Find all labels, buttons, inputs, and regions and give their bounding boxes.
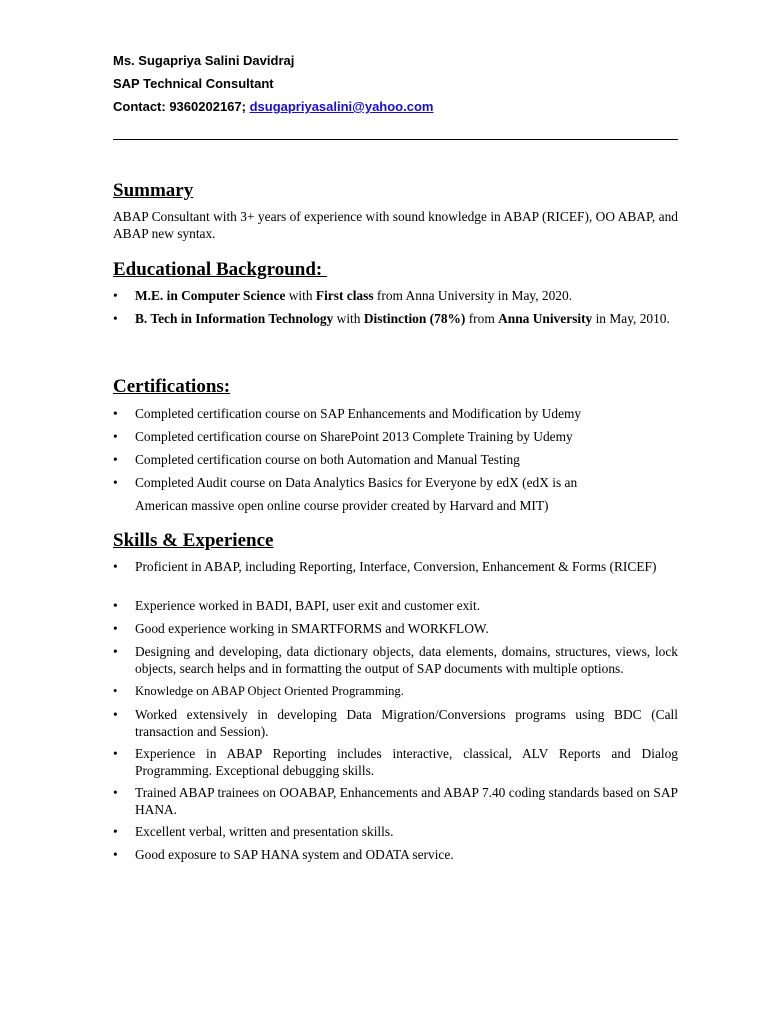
education-item-text: M.E. in Computer Science with First class from Anna University in May, 2020. bbox=[135, 288, 573, 303]
education-item-text: B. Tech in Information Technology with Distinction (78%) from Anna University in May, 2010. bbox=[135, 311, 670, 326]
header-divider bbox=[113, 139, 678, 140]
skill-item-text: Experience worked in BADI, BAPI, user exit and customer exit. bbox=[135, 598, 481, 613]
bullet: • bbox=[113, 311, 118, 326]
bullet: • bbox=[113, 452, 118, 467]
job-title: SAP Technical Consultant bbox=[113, 76, 274, 91]
education-heading: Educational Background: bbox=[113, 259, 327, 280]
candidate-name: Ms. Sugapriya Salini Davidraj bbox=[113, 53, 295, 68]
bullet: • bbox=[113, 288, 118, 303]
certifications-heading: Certifications: bbox=[113, 376, 231, 397]
skill-item-text: Good experience working in SMARTFORMS and WORKFLOW. bbox=[135, 621, 489, 636]
certification-item-text: Completed Audit course on Data Analytics Basics for Everyone by edX (edX is an bbox=[135, 475, 578, 490]
skill-item-text: Good exposure to SAP HANA system and ODATA service. bbox=[135, 847, 454, 862]
bullet: • bbox=[113, 475, 118, 490]
email-link[interactable]: dsugapriyasalini@yahoo.com bbox=[249, 99, 434, 114]
skill-item-text: Designing and developing, data dictionary objects, data elements, domains, structures, views, lock objects, search helps and in formatting the output of SAP documents with multiple options. bbox=[135, 644, 678, 676]
skill-item-text: Worked extensively in developing Data Migration/Conversions programs using BDC (Call transaction and Session). bbox=[135, 707, 678, 739]
bullet: • bbox=[113, 684, 118, 698]
contact-line bbox=[113, 99, 433, 115]
skill-item-text: Proficient in ABAP, including Reporting, Interface, Conversion, Enhancement & Forms (RICEF) bbox=[135, 559, 657, 574]
contact-phone: Contact: 9360202167; bbox=[113, 99, 250, 114]
bullet: • bbox=[113, 785, 118, 800]
bullet: • bbox=[113, 559, 118, 574]
skill-item-text: Knowledge on ABAP Object Oriented Programming. bbox=[135, 684, 404, 698]
certification-item-text: Completed certification course on both Automation and Manual Testing bbox=[135, 452, 520, 467]
bullet: • bbox=[113, 644, 118, 659]
skill-item-text: Excellent verbal, written and presentation skills. bbox=[135, 824, 394, 839]
bullet: • bbox=[113, 746, 118, 761]
bullet: • bbox=[113, 406, 118, 421]
certification-item-text: Completed certification course on SharePoint 2013 Complete Training by Udemy bbox=[135, 429, 573, 444]
bullet: • bbox=[113, 707, 118, 722]
skill-item-text: Trained ABAP trainees on OOABAP, Enhancements and ABAP 7.40 coding standards based on SAP HANA. bbox=[135, 785, 678, 817]
bullet: • bbox=[113, 824, 118, 839]
bullet: • bbox=[113, 598, 118, 613]
summary-text: ABAP Consultant with 3+ years of experience with sound knowledge in ABAP (RICEF), OO ABAP, and ABAP new syntax. bbox=[113, 209, 678, 241]
certification-item-text: American massive open online course provider created by Harvard and MIT) bbox=[135, 498, 549, 513]
bullet: • bbox=[113, 429, 118, 444]
summary-heading: Summary bbox=[113, 180, 194, 201]
bullet: • bbox=[113, 621, 118, 636]
bullet: • bbox=[113, 847, 118, 862]
certification-item-text: Completed certification course on SAP Enhancements and Modification by Udemy bbox=[135, 406, 582, 421]
skills-heading: Skills & Experience bbox=[113, 530, 274, 551]
skill-item-text: Experience in ABAP Reporting includes interactive, classical, ALV Reports and Dialog Programming. Exceptional debugging skills. bbox=[135, 746, 678, 778]
